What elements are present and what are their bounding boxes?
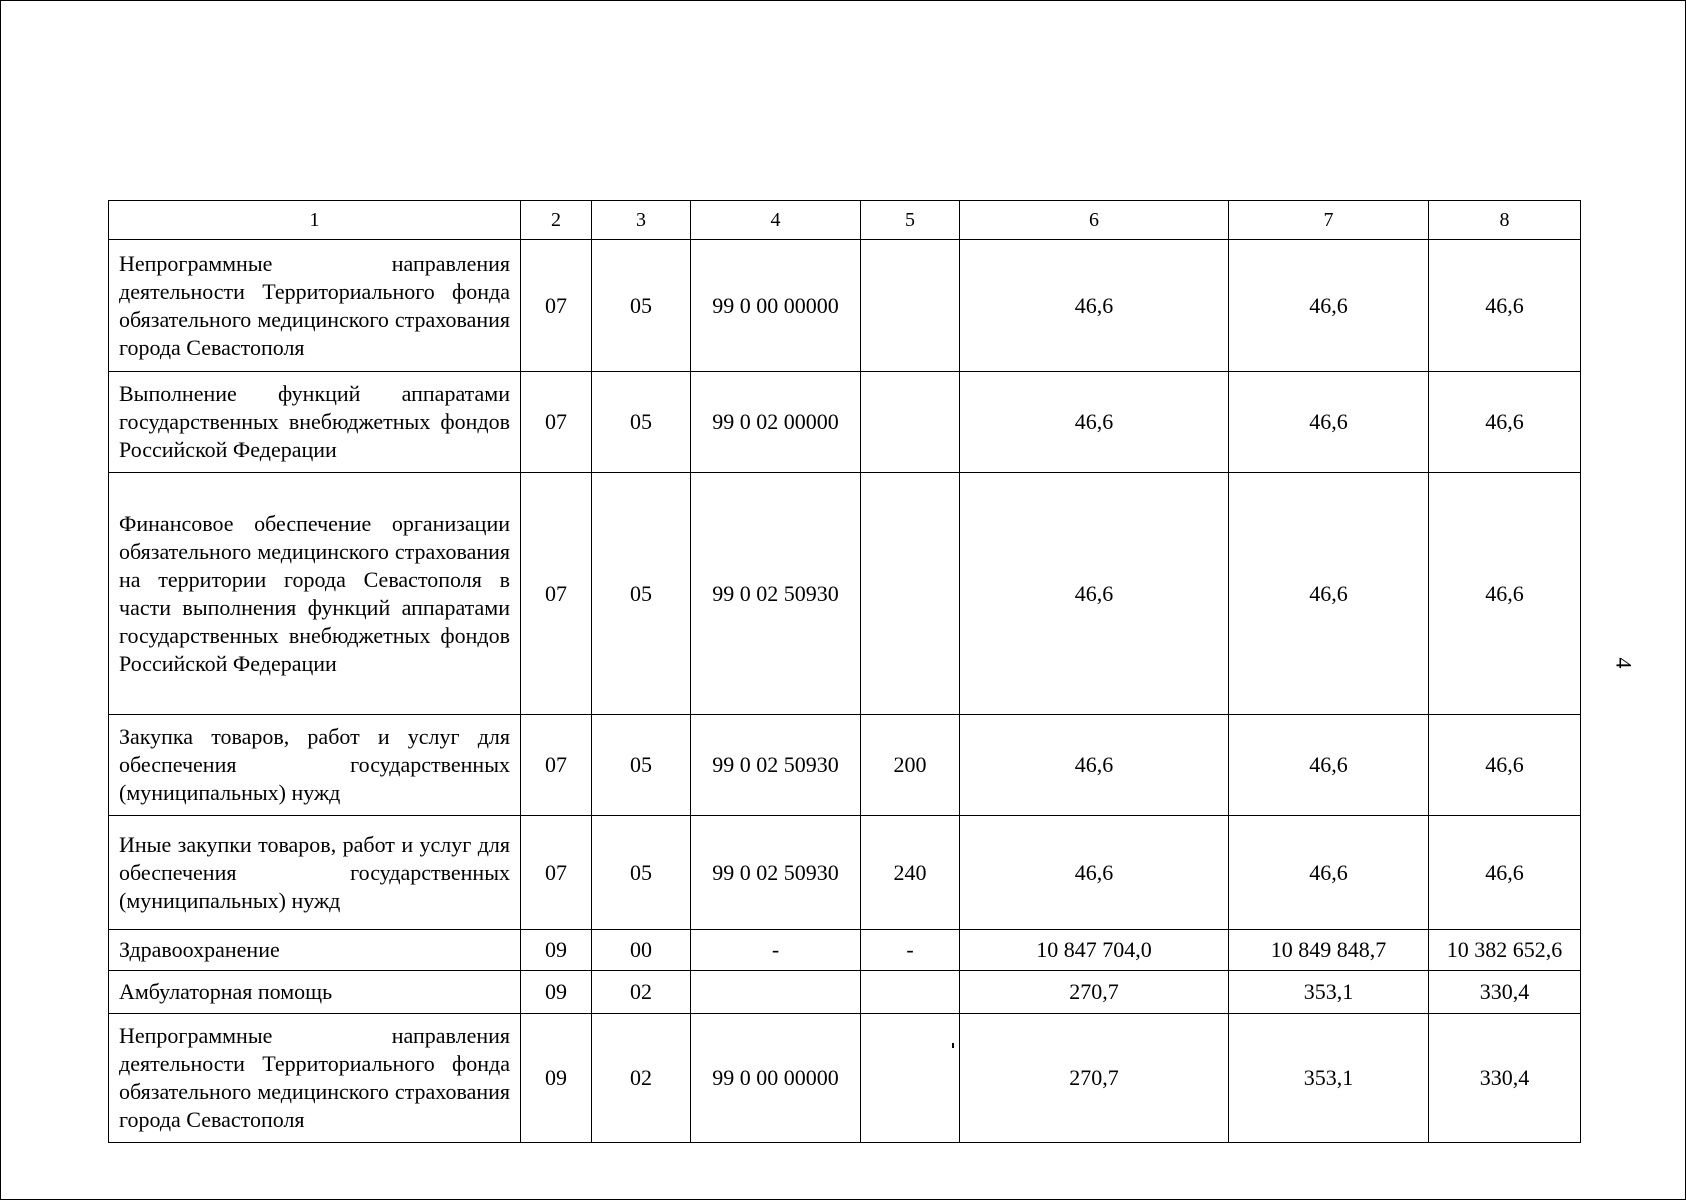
- target-article-code: 99 0 02 50930: [691, 473, 861, 715]
- section-code: 07: [521, 816, 592, 930]
- column-header: 6: [960, 201, 1229, 240]
- section-code: 07: [521, 473, 592, 715]
- amount-col6: 46,6: [960, 816, 1229, 930]
- expense-type-code: [861, 473, 960, 715]
- amount-col7: 46,6: [1229, 715, 1429, 816]
- amount-col6: 46,6: [960, 473, 1229, 715]
- budget-table: [108, 200, 1581, 1143]
- section-code: 07: [521, 715, 592, 816]
- amount-col6: 270,7: [960, 971, 1229, 1014]
- table-row: [109, 971, 1581, 1014]
- subsection-code: 05: [592, 240, 691, 372]
- amount-col6: 46,6: [960, 372, 1229, 473]
- column-header: 5: [861, 201, 960, 240]
- amount-col8: 46,6: [1429, 473, 1581, 715]
- scan-mark: [952, 1043, 954, 1048]
- amount-col6: 270,7: [960, 1014, 1229, 1143]
- table-row: [109, 715, 1581, 816]
- section-code: 07: [521, 372, 592, 473]
- target-article-code: -: [691, 930, 861, 971]
- amount-col6: 46,6: [960, 715, 1229, 816]
- section-code: 07: [521, 240, 592, 372]
- table-row: [109, 240, 1581, 372]
- row-name: Финансовое обеспечение организации обязательного медицинского страхования на территории города Севастополя в части выполнения функций аппаратами государственных внебюджетных фондов Российской Федерации: [109, 473, 521, 715]
- expense-type-code: 200: [861, 715, 960, 816]
- subsection-code: 05: [592, 372, 691, 473]
- amount-col8: 330,4: [1429, 1014, 1581, 1143]
- subsection-code: 05: [592, 715, 691, 816]
- subsection-code: 02: [592, 1014, 691, 1143]
- subsection-code: 00: [592, 930, 691, 971]
- amount-col7: 46,6: [1229, 816, 1429, 930]
- target-article-code: 99 0 02 00000: [691, 372, 861, 473]
- amount-col8: 10 382 652,6: [1429, 930, 1581, 971]
- amount-col7: 353,1: [1229, 1014, 1429, 1143]
- section-code: 09: [521, 1014, 592, 1143]
- amount-col8: 46,6: [1429, 240, 1581, 372]
- target-article-code: 99 0 00 00000: [691, 240, 861, 372]
- target-article-code: 99 0 00 00000: [691, 1014, 861, 1143]
- row-name: Здравоохранение: [109, 930, 521, 971]
- column-header: 4: [691, 201, 861, 240]
- table-row: [109, 930, 1581, 971]
- subsection-code: 05: [592, 816, 691, 930]
- row-name: Непрограммные направления деятельности Территориального фонда обязательного медицинского страхования города Севастополя: [109, 1014, 521, 1143]
- amount-col7: 353,1: [1229, 971, 1429, 1014]
- expense-type-code: [861, 971, 960, 1014]
- row-name: Выполнение функций аппаратами государственных внебюджетных фондов Российской Федерации: [109, 372, 521, 473]
- column-header: 7: [1229, 201, 1429, 240]
- row-name: Амбулаторная помощь: [109, 971, 521, 1014]
- expense-type-code: 240: [861, 816, 960, 930]
- column-header: 8: [1429, 201, 1581, 240]
- section-code: 09: [521, 971, 592, 1014]
- amount-col7: 46,6: [1229, 372, 1429, 473]
- subsection-code: 05: [592, 473, 691, 715]
- table-row: [109, 816, 1581, 930]
- page-number: 4: [1611, 657, 1637, 669]
- amount-col7: 46,6: [1229, 473, 1429, 715]
- column-header: 3: [592, 201, 691, 240]
- expense-type-code: [861, 372, 960, 473]
- expense-type-code: -: [861, 930, 960, 971]
- amount-col8: 46,6: [1429, 715, 1581, 816]
- amount-col8: 330,4: [1429, 971, 1581, 1014]
- row-name: Закупка товаров, работ и услуг для обеспечения государственных (муниципальных) нужд: [109, 715, 521, 816]
- row-name: Непрограммные направления деятельности Территориального фонда обязательного медицинского страхования города Севастополя: [109, 240, 521, 372]
- target-article-code: 99 0 02 50930: [691, 816, 861, 930]
- table-row: [109, 473, 1581, 715]
- row-name: Иные закупки товаров, работ и услуг для обеспечения государственных (муниципальных) нужд: [109, 816, 521, 930]
- amount-col6: 10 847 704,0: [960, 930, 1229, 971]
- amount-col8: 46,6: [1429, 372, 1581, 473]
- expense-type-code: [861, 1014, 960, 1143]
- table-header-row: [109, 201, 1581, 240]
- amount-col8: 46,6: [1429, 816, 1581, 930]
- column-header: 2: [521, 201, 592, 240]
- target-article-code: [691, 971, 861, 1014]
- table-row: [109, 372, 1581, 473]
- section-code: 09: [521, 930, 592, 971]
- amount-col6: 46,6: [960, 240, 1229, 372]
- column-header: 1: [109, 201, 521, 240]
- amount-col7: 46,6: [1229, 240, 1429, 372]
- expense-type-code: [861, 240, 960, 372]
- subsection-code: 02: [592, 971, 691, 1014]
- table-row: [109, 1014, 1581, 1143]
- amount-col7: 10 849 848,7: [1229, 930, 1429, 971]
- target-article-code: 99 0 02 50930: [691, 715, 861, 816]
